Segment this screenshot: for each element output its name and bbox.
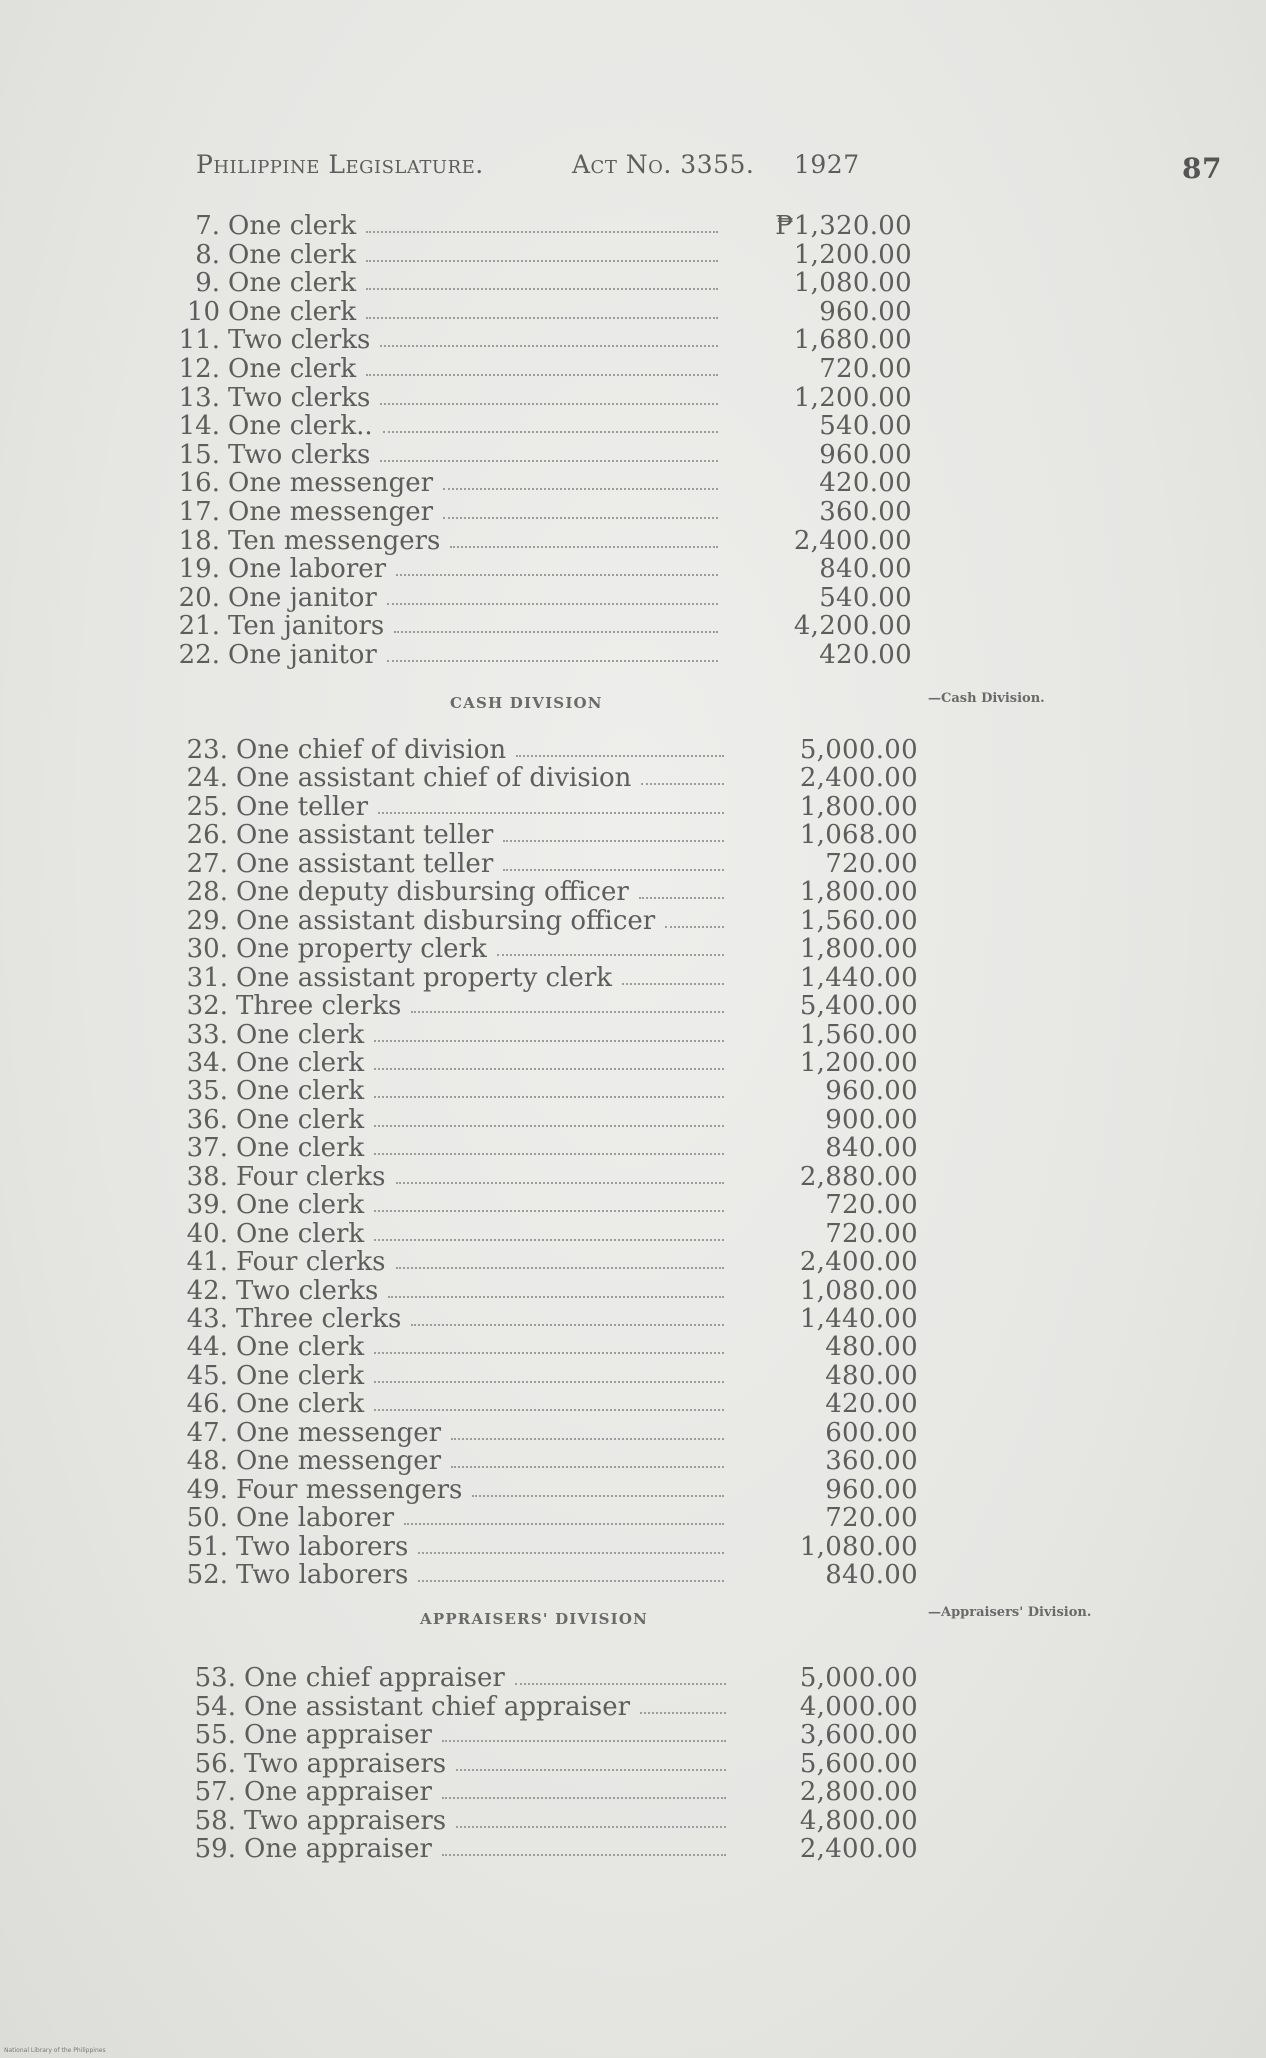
line-item [178,554,912,584]
line-item [194,1806,918,1836]
line-item [178,468,912,498]
item-number: 45. [186,1361,228,1391]
dot-leader [380,345,718,347]
item-number: 40. [186,1219,228,1249]
item-description: One clerk.. [228,411,373,441]
item-number: 54. [194,1692,236,1722]
dot-leader [641,783,724,785]
item-amount: 720.00 [825,1190,918,1220]
item-amount: 360.00 [825,1446,918,1476]
dot-leader [411,1011,724,1013]
item-number: 7. [195,211,220,241]
item-number: 36. [186,1105,228,1135]
dot-leader [396,574,718,576]
line-item [178,611,912,641]
line-item [186,1133,918,1163]
item-amount: 4,800.00 [799,1806,918,1836]
item-description: One janitor [228,640,377,670]
item-description: One appraiser [244,1720,432,1750]
dot-leader [639,897,724,899]
line-item [178,411,912,441]
dot-leader [456,1826,726,1828]
item-amount: 1,440.00 [799,1304,918,1334]
item-description: Two clerks [228,383,371,413]
dot-leader [378,812,724,814]
item-description: One clerk [236,1105,365,1135]
item-amount: 900.00 [825,1105,918,1135]
line-item [186,297,912,327]
item-number: 42. [186,1276,228,1306]
line-item [194,1749,918,1779]
item-number: 13. [178,383,220,413]
item-number: 10 [186,297,220,327]
item-number: 17. [178,497,220,527]
item-amount: 1,680.00 [793,325,912,355]
item-description: One clerk [236,1389,365,1419]
item-number: 38. [186,1162,228,1192]
item-number: 16. [178,468,220,498]
item-amount: 4,200.00 [793,611,912,641]
item-amount: 720.00 [825,1219,918,1249]
item-amount: 4,000.00 [799,1692,918,1722]
footer-credit: National Library of the Philippines [4,2047,106,2054]
item-amount: 960.00 [825,1076,918,1106]
dot-leader [387,603,718,605]
item-number: 46. [186,1389,228,1419]
line-item [186,1332,918,1362]
line-item [186,792,918,822]
dot-leader [497,954,724,956]
dot-leader [366,374,718,376]
line-item [186,1304,918,1334]
item-description: One appraiser [244,1777,432,1807]
item-description: One deputy disbursing officer [236,877,629,907]
item-amount: 840.00 [825,1560,918,1590]
item-amount: 840.00 [825,1133,918,1163]
dot-leader [374,1096,724,1098]
item-number: 31. [186,963,228,993]
item-amount: 480.00 [825,1332,918,1362]
item-amount: 360.00 [819,497,912,527]
item-amount: 420.00 [819,640,912,670]
item-description: One teller [236,792,368,822]
line-item [178,325,912,355]
line-item [186,1162,918,1192]
item-amount: 960.00 [819,440,912,470]
dot-leader [411,1324,724,1326]
item-number: 33. [186,1020,228,1050]
item-description: One chief of division [236,735,507,765]
line-item [186,1418,918,1448]
dot-leader [443,517,718,519]
item-amount: 5,600.00 [799,1749,918,1779]
item-description: One clerk [228,354,357,384]
dot-leader [418,1552,724,1554]
dot-leader [380,460,718,462]
item-number: 23. [186,735,228,765]
item-amount: 1,800.00 [799,792,918,822]
item-number: 32. [186,991,228,1021]
margin-note: —Appraisers' Division. [928,1605,1092,1620]
dot-leader [374,1210,724,1212]
item-number: 50. [186,1503,228,1533]
item-description: One janitor [228,583,377,613]
item-number: 30. [186,934,228,964]
dot-leader [366,317,718,319]
item-description: Ten messengers [228,526,441,556]
dot-leader [374,1239,724,1241]
dot-leader [374,1040,724,1042]
line-item [186,963,918,993]
item-amount: 840.00 [819,554,912,584]
item-description: Four clerks [236,1247,386,1277]
item-number: 21. [178,611,220,641]
dot-leader [451,1466,724,1468]
dot-leader [640,1712,726,1714]
page-number: 87 [1182,152,1222,185]
dot-leader [388,1296,724,1298]
item-number: 44. [186,1332,228,1362]
item-number: 24. [186,763,228,793]
item-description: Two clerks [236,1276,379,1306]
line-item [186,849,918,879]
line-item [186,1105,918,1135]
item-description: One clerk [236,1020,365,1050]
line-item [195,211,912,241]
line-item [186,1475,918,1505]
dot-leader [380,403,718,405]
item-description: One clerk [236,1133,365,1163]
item-description: Two clerks [228,440,371,470]
item-number: 59. [194,1834,236,1864]
dot-leader [443,488,718,490]
item-description: Ten janitors [228,611,385,641]
item-description: One chief appraiser [244,1663,505,1693]
item-number: 22. [178,640,220,670]
line-item [186,1276,918,1306]
item-description: One assistant property clerk [236,963,612,993]
item-description: One clerk [228,268,357,298]
item-number: 39. [186,1190,228,1220]
item-amount: 540.00 [819,583,912,613]
item-amount: 2,800.00 [799,1777,918,1807]
item-amount: 1,200.00 [793,383,912,413]
item-amount: 1,560.00 [799,1020,918,1050]
item-amount: 5,000.00 [799,1663,918,1693]
item-description: One clerk [236,1190,365,1220]
item-description: One appraiser [244,1834,432,1864]
item-description: One messenger [228,468,434,498]
item-description: One assistant teller [236,849,494,879]
item-number: 26. [186,820,228,850]
item-amount: 720.00 [819,354,912,384]
line-item [186,1532,918,1562]
dot-leader [396,1182,725,1184]
dot-leader [374,1125,724,1127]
line-item [186,1446,918,1476]
item-description: One clerk [236,1076,365,1106]
item-number: 49. [186,1475,228,1505]
line-item [186,1190,918,1220]
item-number: 28. [186,877,228,907]
item-number: 15. [178,440,220,470]
item-amount: 1,800.00 [799,877,918,907]
line-item [186,1020,918,1050]
item-number: 27. [186,849,228,879]
item-number: 14. [178,411,220,441]
dot-leader [418,1580,724,1582]
item-description: Two appraisers [244,1749,447,1779]
item-number: 25. [186,792,228,822]
dot-leader [442,1797,726,1799]
item-description: One laborer [236,1503,395,1533]
item-description: Two laborers [236,1532,409,1562]
line-item [186,735,918,765]
item-amount: 2,400.00 [799,1834,918,1864]
item-number: 58. [194,1806,236,1836]
item-amount: 960.00 [825,1475,918,1505]
item-amount: 720.00 [825,1503,918,1533]
item-number: 9. [195,268,220,298]
year: 1927 [794,150,860,179]
item-number: 8. [195,240,220,270]
dot-leader [515,1683,726,1685]
line-item [178,583,912,613]
margin-note: —Cash Division. [928,691,1045,706]
line-item [186,1560,918,1590]
line-item [186,991,918,1021]
line-item [186,820,918,850]
item-amount: 1,080.00 [799,1276,918,1306]
section-title: CASH DIVISION [450,694,603,712]
item-description: One assistant chief appraiser [244,1692,631,1722]
dot-leader [366,231,718,233]
item-description: Three clerks [236,1304,402,1334]
item-amount: 720.00 [825,849,918,879]
item-number: 53. [194,1663,236,1693]
item-amount: 1,800.00 [799,934,918,964]
dot-leader [374,1409,724,1411]
line-item [186,1219,918,1249]
item-amount: 1,200.00 [793,240,912,270]
dot-leader [366,260,718,262]
dot-leader [396,1267,725,1269]
item-description: One clerk [236,1219,365,1249]
line-item [186,906,918,936]
section-title: APPRAISERS' DIVISION [420,1610,649,1628]
dot-leader [374,1352,724,1354]
item-description: One clerk [228,211,357,241]
item-amount: 1,080.00 [793,268,912,298]
line-item [195,268,912,298]
line-item [194,1777,918,1807]
item-number: 48. [186,1446,228,1476]
item-description: Four messengers [236,1475,463,1505]
item-description: One property clerk [236,934,487,964]
running-title: Philippine Legislature. [196,150,484,179]
line-item [186,1503,918,1533]
item-description: Four clerks [236,1162,386,1192]
item-amount: 5,000.00 [799,735,918,765]
item-number: 11. [178,325,220,355]
item-description: One messenger [228,497,434,527]
item-description: One assistant teller [236,820,494,850]
line-item [186,763,918,793]
item-description: One clerk [236,1048,365,1078]
page-header [196,150,1236,190]
dot-leader [442,1854,726,1856]
line-item [194,1834,918,1864]
line-item [186,1389,918,1419]
line-item [178,640,912,670]
dot-leader [394,631,718,633]
line-item [194,1663,918,1693]
dot-leader [442,1740,726,1742]
dot-leader [383,431,718,433]
item-description: One messenger [236,1418,442,1448]
dot-leader [374,1153,724,1155]
line-item [178,526,912,556]
item-description: Two clerks [228,325,371,355]
line-item [195,240,912,270]
item-number: 19. [178,554,220,584]
dot-leader [665,926,724,928]
dot-leader [503,840,724,842]
item-amount: 600.00 [825,1418,918,1448]
item-description: One clerk [236,1332,365,1362]
line-item [186,934,918,964]
item-description: One assistant chief of division [236,763,632,793]
item-description: One messenger [236,1446,442,1476]
item-number: 12. [178,354,220,384]
item-number: 52. [186,1560,228,1590]
item-description: Three clerks [236,991,402,1021]
item-description: One clerk [228,240,357,270]
item-amount: 480.00 [825,1361,918,1391]
item-description: One clerk [228,297,357,327]
item-description: Two appraisers [244,1806,447,1836]
line-item [186,877,918,907]
dot-leader [366,288,718,290]
item-amount: 1,200.00 [799,1048,918,1078]
item-number: 34. [186,1048,228,1078]
line-item [186,1048,918,1078]
line-item [178,440,912,470]
item-amount: 420.00 [825,1389,918,1419]
dot-leader [387,660,718,662]
item-number: 35. [186,1076,228,1106]
line-item [186,1361,918,1391]
item-amount: 2,400.00 [799,763,918,793]
item-amount: 540.00 [819,411,912,441]
dot-leader [374,1068,724,1070]
item-number: 43. [186,1304,228,1334]
item-number: 57. [194,1777,236,1807]
item-number: 55. [194,1720,236,1750]
dot-leader [503,869,724,871]
line-item [186,1247,918,1277]
dot-leader [622,983,724,985]
item-amount: 1,068.00 [799,820,918,850]
item-description: One clerk [236,1361,365,1391]
item-number: 29. [186,906,228,936]
item-amount: 960.00 [819,297,912,327]
dot-leader [516,755,724,757]
line-item [178,354,912,384]
dot-leader [451,1438,724,1440]
item-number: 56. [194,1749,236,1779]
dot-leader [456,1769,726,1771]
item-amount: ₱1,320.00 [775,211,912,241]
item-description: One assistant disbursing officer [236,906,656,936]
item-amount: 1,560.00 [799,906,918,936]
item-number: 47. [186,1418,228,1448]
dot-leader [404,1523,724,1525]
item-amount: 420.00 [819,468,912,498]
dot-leader [374,1381,724,1383]
item-number: 20. [178,583,220,613]
dot-leader [450,546,718,548]
line-item [178,383,912,413]
item-number: 37. [186,1133,228,1163]
item-description: Two laborers [236,1560,409,1590]
item-amount: 3,600.00 [799,1720,918,1750]
act-number: Act No. 3355. [572,150,755,179]
item-amount: 2,880.00 [799,1162,918,1192]
dot-leader [472,1495,724,1497]
item-amount: 1,440.00 [799,963,918,993]
item-number: 41. [186,1247,228,1277]
item-amount: 2,400.00 [793,526,912,556]
item-amount: 2,400.00 [799,1247,918,1277]
item-description: One laborer [228,554,387,584]
line-item [194,1720,918,1750]
line-item [194,1692,918,1722]
line-item [178,497,912,527]
item-amount: 1,080.00 [799,1532,918,1562]
item-number: 51. [186,1532,228,1562]
line-item [186,1076,918,1106]
item-number: 18. [178,526,220,556]
item-amount: 5,400.00 [799,991,918,1021]
